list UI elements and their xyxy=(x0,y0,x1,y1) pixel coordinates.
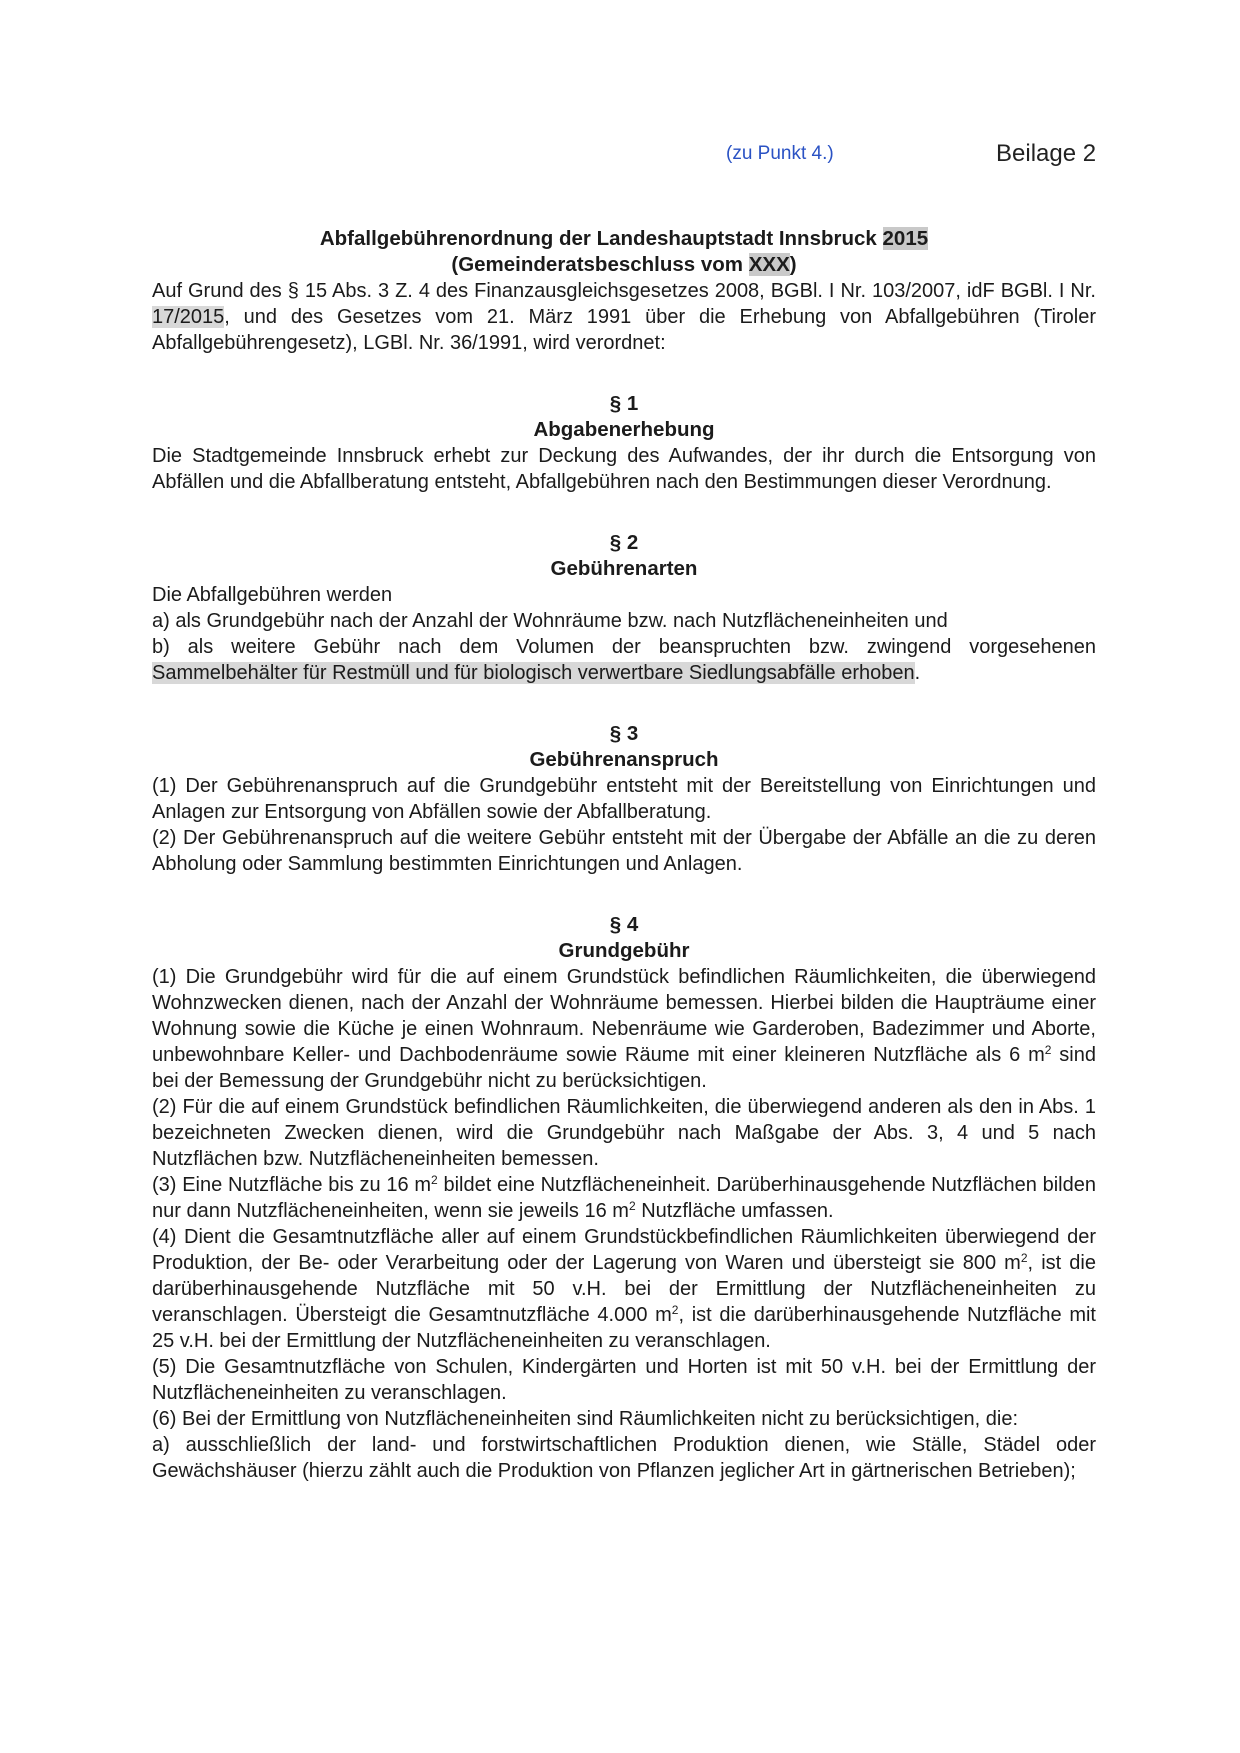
section-4-para-6-item-a: a) ausschließlich der land- und forstwirtschaftlichen Produktion dienen, wie Ställe, Städel oder Gewächshäuser (hierzu zählt auch die Produktion von Pflanzen jeglicher Art in gärtnerischen Betrieben); xyxy=(152,1434,1096,1482)
highlighted-year: 2015 xyxy=(882,227,929,250)
document-title: Abfallgebührenordnung der Landeshauptstadt Innsbruck 2015 xyxy=(319,227,929,250)
section-2-heading: Gebührenarten xyxy=(550,557,698,580)
preamble: Auf Grund des § 15 Abs. 3 Z. 4 des Finanzausgleichsgesetzes 2008, BGBl. I Nr. 103/2007, idF BGBl. I Nr. 17/2015, und des Gesetzes vom 21. März 1991 über die Erhebung von Abfallgebühren (Tiroler Abfallgebührengesetz), LGBl. Nr. 36/1991, wird verordnet: xyxy=(152,280,1096,354)
section-4-para-5: (5) Die Gesamtnutzfläche von Schulen, Kindergärten und Horten ist mit 50 v.H. bei der Ermittlung der Nutzflächeneinheiten zu veranschlagen. xyxy=(152,1356,1096,1404)
section-1-text: Die Stadtgemeinde Innsbruck erhebt zur Deckung des Aufwandes, der ihr durch die Entsorgung von Abfällen und die Abfallberatung entsteht, Abfallgebühren nach den Bestimmungen dieser Verordnung. xyxy=(152,445,1096,493)
highlighted-container-text: Sammelbehälter für Restmüll und für biologisch verwertbare Siedlungsabfälle erhoben xyxy=(152,662,915,684)
agenda-reference: (zu Punkt 4.) xyxy=(726,143,834,164)
section-2-intro: Die Abfallgebühren werden xyxy=(152,584,393,606)
section-2-number: § 2 xyxy=(609,531,639,554)
section-4-number: § 4 xyxy=(609,913,639,936)
document-body xyxy=(152,226,1096,1484)
section-1-number: § 1 xyxy=(609,392,639,415)
section-4-para-3: (3) Eine Nutzfläche bis zu 16 $m^2$ bildet eine Nutzflächeneinheit. Darüberhinausgehende Nutzflächen bilden nur dann Nutzflächeneinheiten, wenn sie jeweils 16 $m^2$ Nutzfläche umfassen. xyxy=(152,1173,1096,1222)
section-2-item-a: a) als Grundgebühr nach der Anzahl der Wohnräume bzw. nach Nutzflächeneinheiten und xyxy=(152,610,948,632)
section-4-heading: Grundgebühr xyxy=(558,939,690,962)
section-4-para-4: (4) Dient die Gesamtnutzfläche aller auf einem Grundstückbefindlichen Räumlichkeiten überwiegend der Produktion, der Be- oder Verarbeitung oder der Lagerung von Waren und übersteigt sie 800 $m^2$, ist die darüberhinausgehende Nutzfläche mit 50 v.H. bei der Ermittlung der Nutzflächeneinheiten zu veranschlagen. Übersteigt die Gesamtnutzfläche 4.000 $m^2$, ist die darüberhinausgehende Nutzfläche mit 25 v.H. bei der Ermittlung der Nutzflächeneinheiten zu veranschlagen. xyxy=(152,1226,1096,1352)
section-3-para-2: (2) Der Gebührenanspruch auf die weitere Gebühr entsteht mit der Übergabe der Abfälle an die zu deren Abholung oder Sammlung bestimmten Einrichtungen und Anlagen. xyxy=(152,827,1096,875)
section-4-para-2: (2) Für die auf einem Grundstück befindlichen Räumlichkeiten, die überwiegend anderen als den in Abs. 1 bezeichneten Zwecken dienen, wird die Grundgebühr nach Maßgabe der Abs. 3, 4 und 5 nach Nutzflächen bzw. Nutzflächeneinheiten bemessen. xyxy=(152,1096,1096,1170)
highlighted-placeholder: XXX xyxy=(748,253,790,276)
section-4-para-1: (1) Die Grundgebühr wird für die auf einem Grundstück befindlichen Räumlichkeiten, die überwiegend Wohnzwecken dienen, nach der Anzahl der Wohnräume bemessen. Hierbei bilden die Haupträume einer Wohnung sowie die Küche je einen Wohnraum. Nebenräume wie Garderoben, Badezimmer und Aborte, unbewohnbare Keller- und Dachbodenräume sowie Räume mit einer kleineren Nutzfläche als 6 $m^2$ sind bei der Bemessung der Grundgebühr nicht zu berücksichtigen. xyxy=(152,966,1096,1092)
section-4-para-6: (6) Bei der Ermittlung von Nutzflächeneinheiten sind Räumlichkeiten nicht zu berücksichtigen, die: xyxy=(152,1408,1019,1430)
attachment-label: Beilage 2 xyxy=(996,140,1097,167)
document-subtitle: (Gemeinderatsbeschluss vom XXX) xyxy=(451,253,797,276)
section-3-number: § 3 xyxy=(609,722,639,745)
section-1-heading: Abgabenerhebung xyxy=(533,418,715,441)
highlighted-gazette-ref: 17/2015 xyxy=(152,306,225,328)
section-3-para-1: (1) Der Gebührenanspruch auf die Grundgebühr entsteht mit der Bereitstellung von Einrichtungen und Anlagen zur Entsorgung von Abfällen sowie der Abfallberatung. xyxy=(152,775,1096,823)
section-2-item-b: b) als weitere Gebühr nach dem Volumen der beanspruchten bzw. zwingend vorgesehenen Sammelbehälter für Restmüll und für biologisch verwertbare Siedlungsabfälle erhoben. xyxy=(152,636,1096,684)
section-3-heading: Gebührenanspruch xyxy=(529,748,719,771)
